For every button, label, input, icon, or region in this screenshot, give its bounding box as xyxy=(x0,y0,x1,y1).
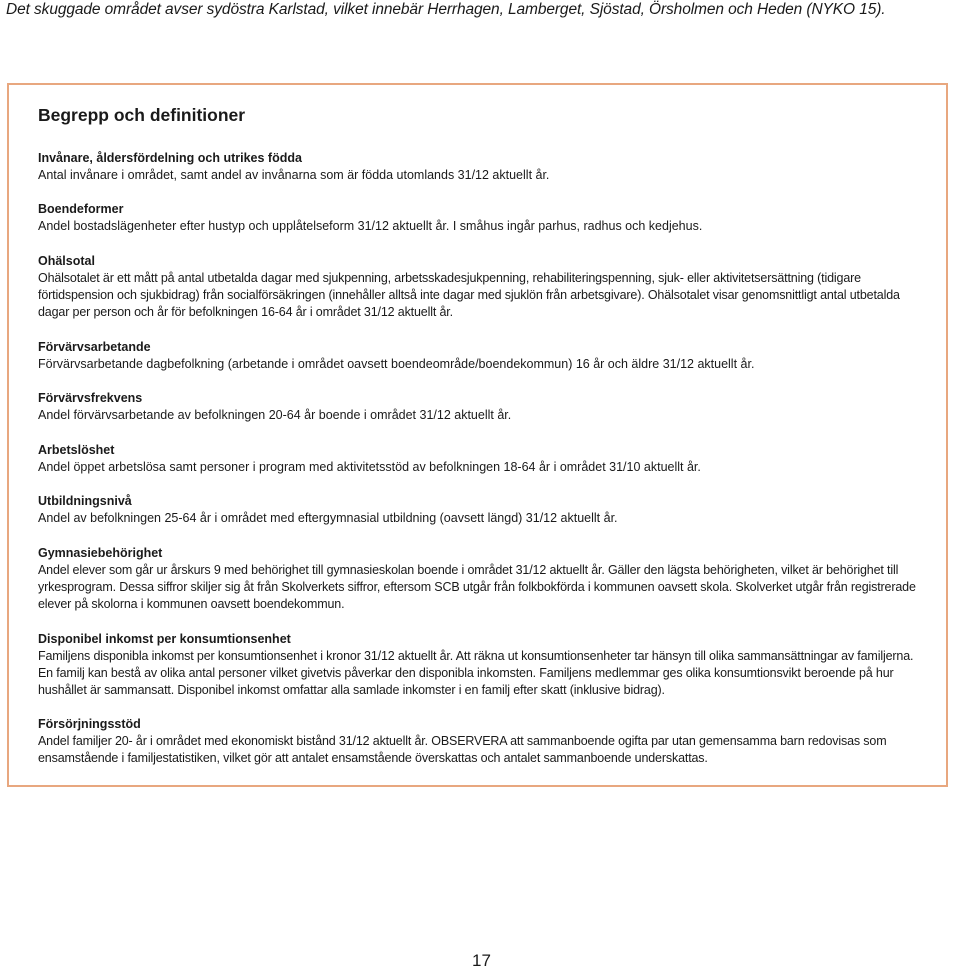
section-disponibel-inkomst xyxy=(38,631,920,699)
section-boendeformer xyxy=(38,201,918,235)
section-gymnasiebehorighet xyxy=(38,545,918,613)
section-forvarvsfrekvens xyxy=(38,390,918,424)
section-definition: Andel elever som går ur årskurs 9 med behörighet till gymnasieskolan boende i området 31/12 aktuellt år. Gäller den lägsta behörigheten, vilket är behörighet till yrkesprogram. Dessa siffror skiljer sig åt från Skolverkets siffror, eftersom SCB utgår från folkbokförda i kommunen oavsett skola. Skolverket utgår från registrerade elever på skolorna i kommunen oavsett boendekommun. xyxy=(38,563,916,611)
section-definition: Ohälsotalet är ett mått på antal utbetalda dagar med sjukpenning, arbetsskadesjukpenning, rehabiliteringspenning, sjuk- eller aktivitetsersättning (tidigare förtidspension och sjukbidrag) från socialförsäkringen (innehåller alltså inte dagar med sjuklön från arbetsgivare). Ohälsotalet visar genomsnittligt antal utbetalda dagar per person och år för befolkningen 16-64 år i området 31/12 aktuellt år. xyxy=(38,271,900,319)
section-term: Boendeformer xyxy=(38,202,124,216)
section-definition: Andel av befolkningen 25-64 år i området med eftergymnasial utbildning (oavsett längd) 31/12 aktuellt år. xyxy=(38,511,618,525)
section-definition: Antal invånare i området, samt andel av invånarna som är födda utomlands 31/12 aktuellt år. xyxy=(38,168,550,182)
section-term: Gymnasiebehörighet xyxy=(38,546,163,560)
section-definition: Andel öppet arbetslösa samt personer i program med aktivitetsstöd av befolkningen 18-64 år i området 31/10 aktuellt år. xyxy=(38,460,701,474)
section-definition: Förvärvsarbetande dagbefolkning (arbetande i området oavsett boendeområde/boendekommun) 16 år och äldre 31/12 aktuellt år. xyxy=(38,357,755,371)
section-term: Disponibel inkomst per konsumtionsenhet xyxy=(38,632,291,646)
section-term: Ohälsotal xyxy=(38,254,95,268)
section-term: Försörjningsstöd xyxy=(38,717,141,731)
section-utbildningsniva xyxy=(38,493,918,527)
section-invanare xyxy=(38,150,918,184)
section-definition: Familjens disponibla inkomst per konsumtionsenhet i kronor 31/12 aktuellt år. Att räkna ut konsumtionsenheter tar hänsyn till olika sammansättningar av familjerna. En familj kan bestå av olika antal personer vilket givetvis påverkar den disponibla inkomsten. Familjens medlemmar ges olika konsumtionsvikt beroende på hur hushållet är sammansatt. Disponibel inkomst omfattar alla samlade inkomster i en familj efter skatt (inklusive bidrag). xyxy=(38,649,914,697)
section-term: Utbildningsnivå xyxy=(38,494,132,508)
section-term: Arbetslöshet xyxy=(38,443,115,457)
section-definition: Andel bostadslägenheter efter hustyp och upplåtelseform 31/12 aktuellt år. I småhus ingår parhus, radhus och kedjehus. xyxy=(38,219,703,233)
section-term: Förvärvsfrekvens xyxy=(38,391,143,405)
section-ohalsotal xyxy=(38,253,928,321)
section-term: Invånare, åldersfördelning och utrikes födda xyxy=(38,151,302,165)
section-forsorjningsstod xyxy=(38,716,923,767)
section-definition: Andel förvärvsarbetande av befolkningen 20-64 år boende i området 31/12 aktuellt år. xyxy=(38,408,512,422)
page-number: 17 xyxy=(472,951,491,970)
definitions-title: Begrepp och definitioner xyxy=(38,105,246,125)
section-arbetsloshet xyxy=(38,442,918,476)
section-term: Förvärvsarbetande xyxy=(38,340,151,354)
section-definition: Andel familjer 20- år i området med ekonomiskt bistånd 31/12 aktuellt år. OBSERVERA att sammanboende ogifta par utan gemensamma barn redovisas som ensamstående i familjestatistiken, vilket gör att antalet ensamstående överskattas och antalet sammanboende underskattas. xyxy=(38,734,887,765)
map-caption: Det skuggade området avser sydöstra Karlstad, vilket innebär Herrhagen, Lamberget, Sjöstad, Örsholmen och Heden (NYKO 15). xyxy=(6,1,886,18)
section-forvarvsarbetande xyxy=(38,339,918,373)
